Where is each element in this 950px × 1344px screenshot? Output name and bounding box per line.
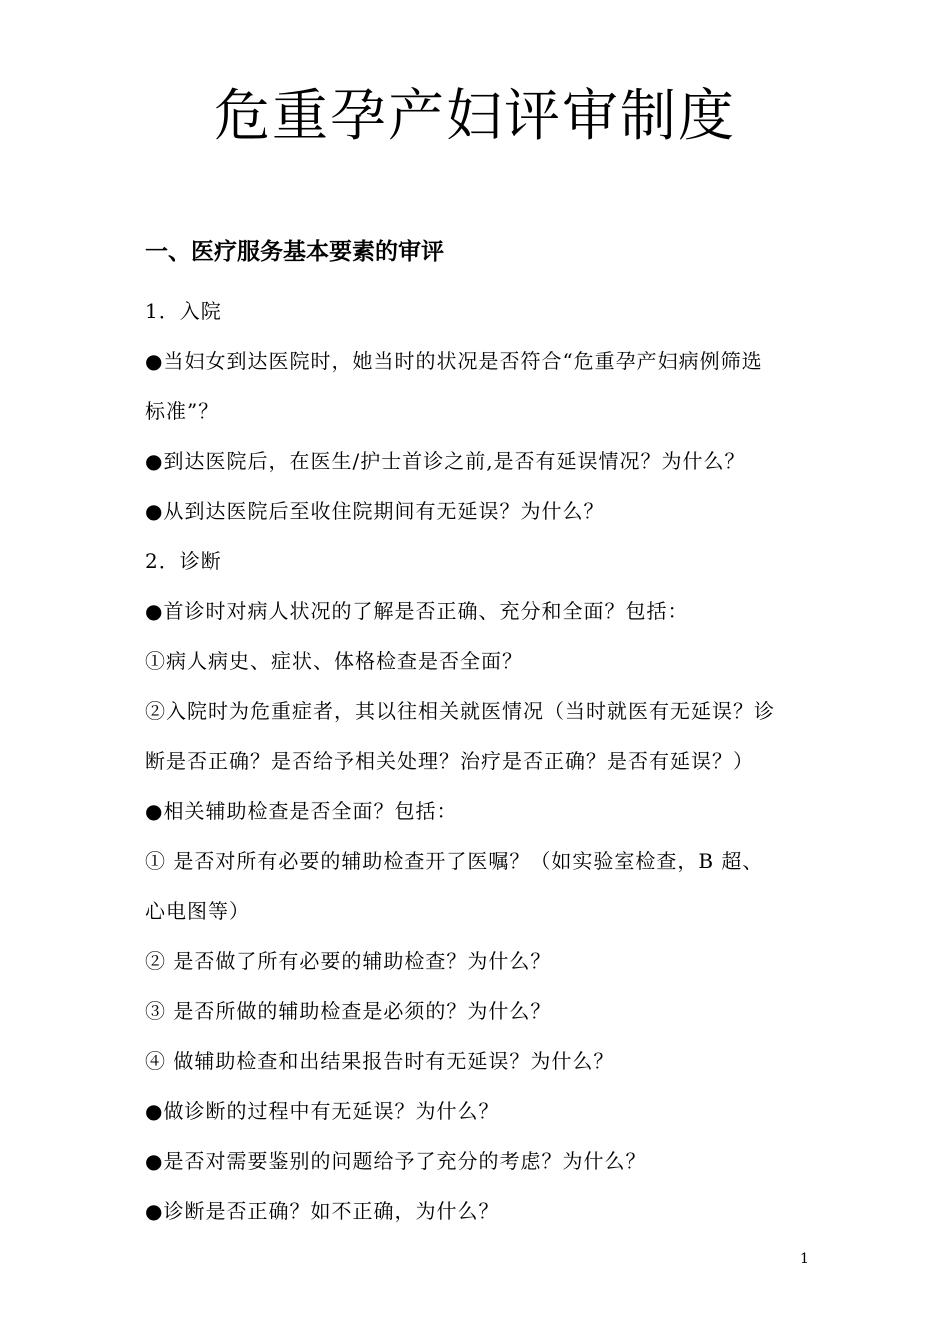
paragraph-line: ●相关辅助检查是否全面？包括：	[145, 799, 458, 823]
document-title: 危重孕产妇评审制度	[214, 84, 736, 149]
paragraph-line: ●诊断是否正确？如不正确，为什么？	[145, 1199, 500, 1223]
paragraph-line: ③ 是否所做的辅助检查是必须的？为什么？	[145, 999, 552, 1023]
paragraph-line: ④ 做辅助检查和出结果报告时有无延误？为什么？	[145, 1049, 615, 1073]
paragraph-line: ① 是否对所有必要的辅助检查开了医嘱？（如实验室检查，B 超、	[145, 849, 764, 873]
paragraph-line: 断是否正确？是否给予相关处理？治疗是否正确？是否有延误？）	[145, 749, 754, 773]
paragraph-line: ② 是否做了所有必要的辅助检查？为什么？	[145, 949, 552, 973]
paragraph-line: ●从到达医院后至收住院期间有无延误？为什么？	[145, 499, 605, 523]
document-body	[145, 286, 810, 1236]
paragraph-line: 心电图等）	[145, 899, 250, 923]
paragraph-line: ●首诊时对病人状况的了解是否正确、充分和全面？包括：	[145, 599, 689, 623]
paragraph-line: ●是否对需要鉴别的问题给予了充分的考虑？为什么？	[145, 1149, 647, 1173]
page-number: 1	[800, 1251, 809, 1267]
paragraph-line: 2．诊断	[145, 549, 222, 573]
paragraph-line: ●当妇女到达医院时，她当时的状况是否符合“危重孕产妇病例筛选	[145, 349, 763, 373]
paragraph-line: ②入院时为危重症者，其以往相关就医情况（当时就医有无延误？诊	[145, 699, 775, 723]
paragraph-line: ①病人病史、症状、体格检查是否全面？	[145, 649, 523, 673]
paragraph-line: 1．入院	[145, 299, 222, 323]
paragraph-line: ●做诊断的过程中有无延误？为什么？	[145, 1099, 500, 1123]
paragraph-line: ●到达医院后，在医生/护士首诊之前,是否有延误情况？为什么？	[145, 449, 746, 473]
section-heading: 一、医疗服务基本要素的审评	[145, 239, 444, 265]
paragraph-line: 标准”？	[145, 399, 220, 423]
